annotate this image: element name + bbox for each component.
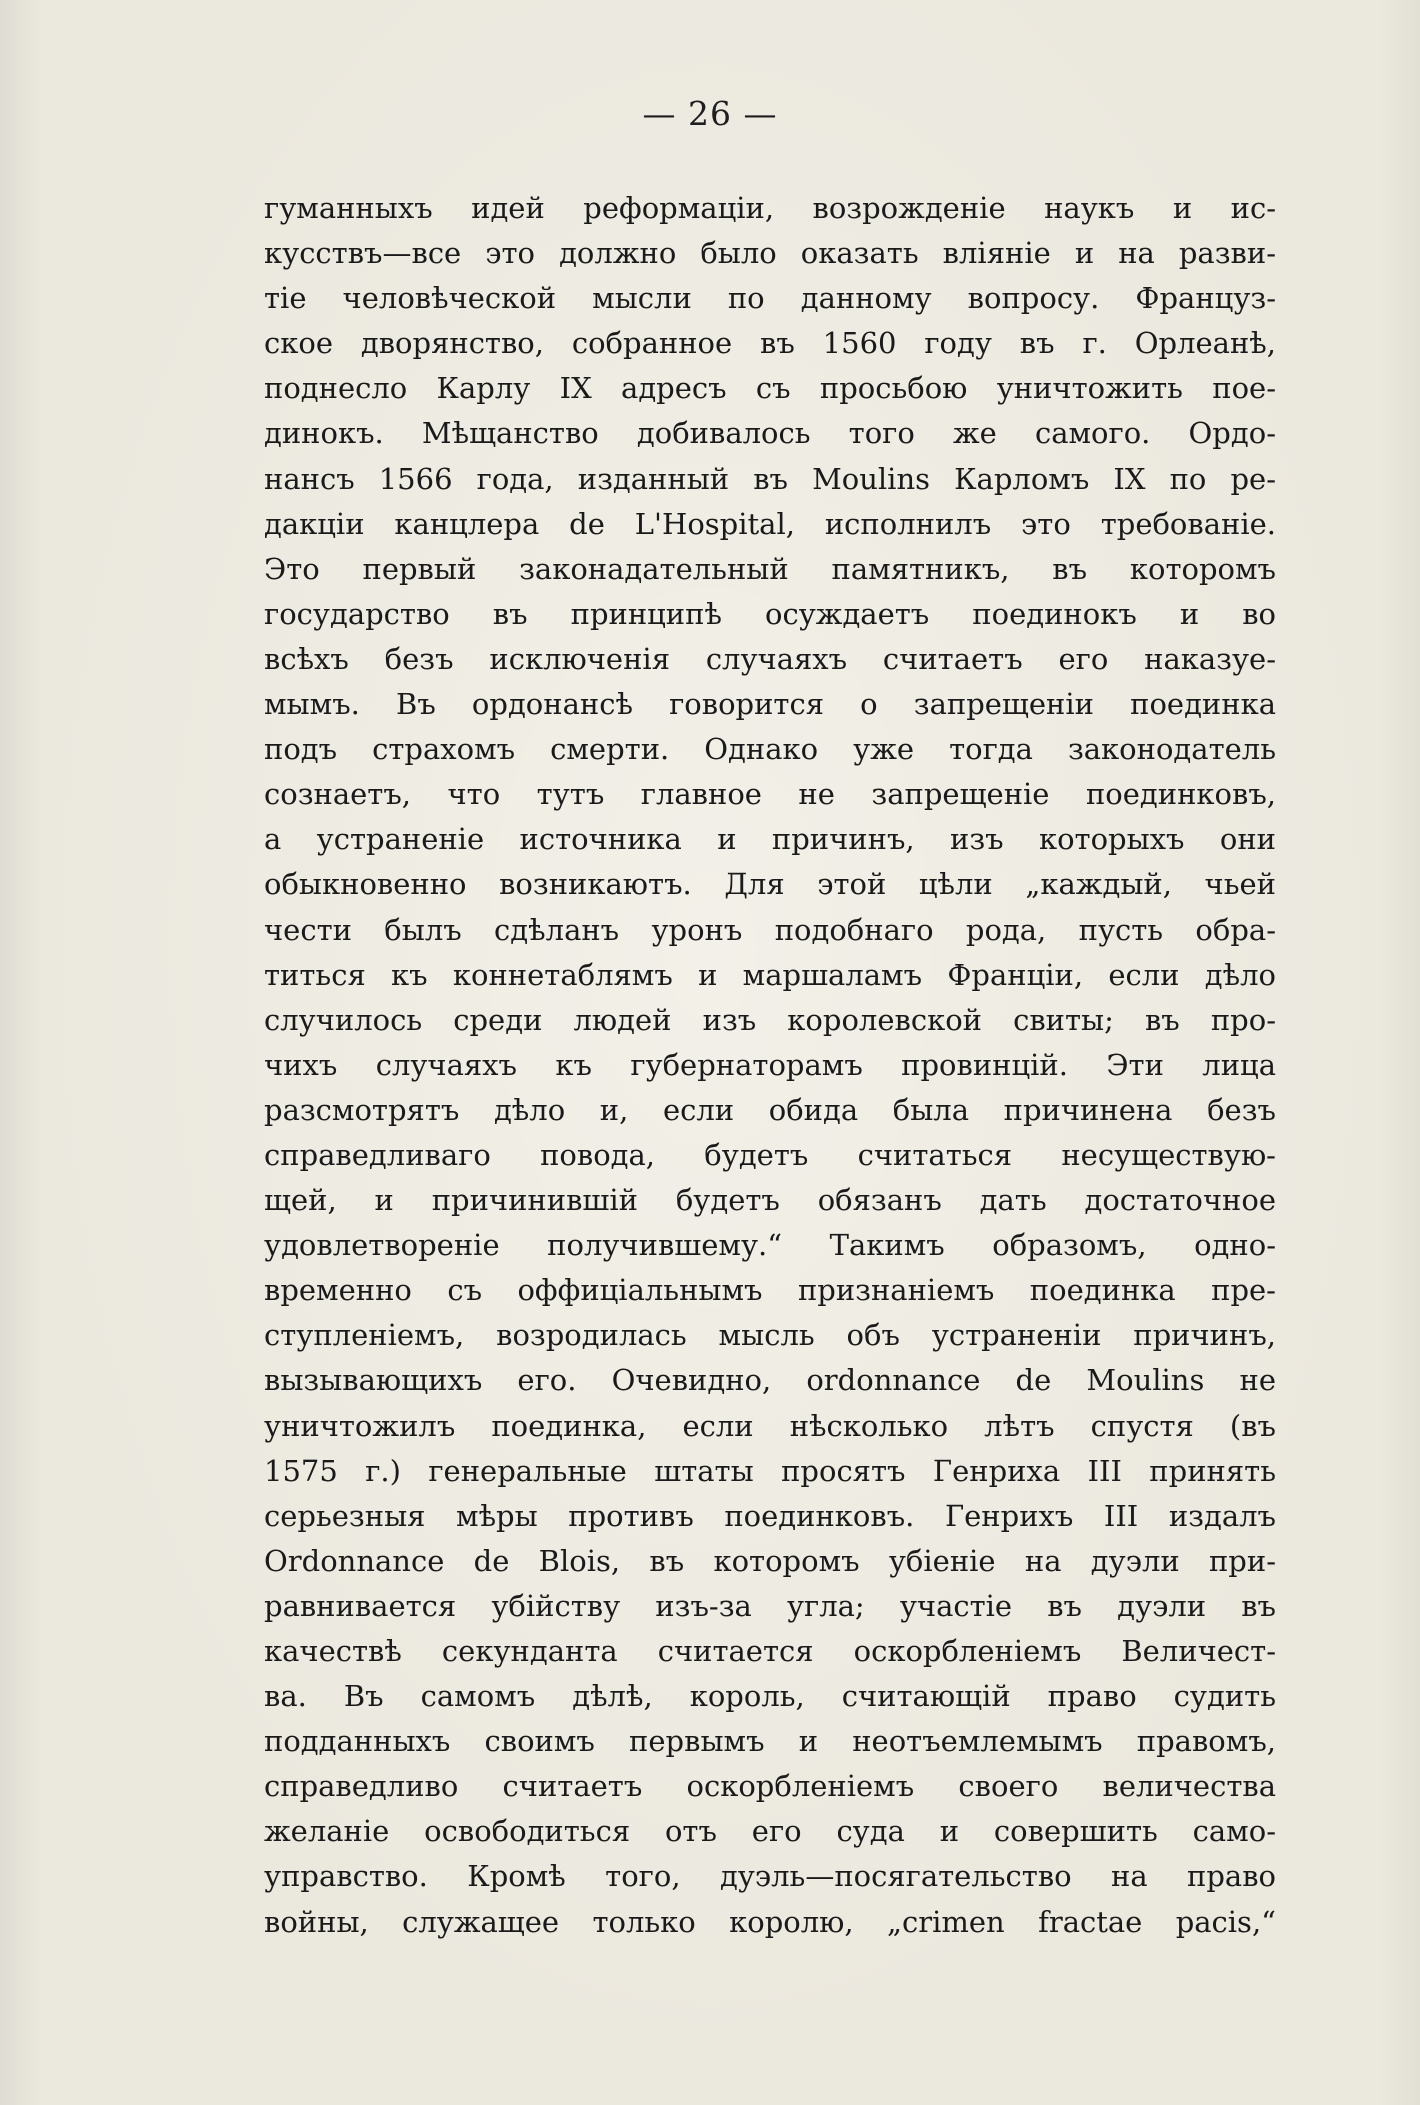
text-line: чести былъ сдѣланъ уронъ подобнаго рода, пусть обра-	[264, 912, 1276, 947]
text-line: 1575 г.) генеральные штаты просятъ Генриха III принять	[264, 1453, 1276, 1488]
text-line: гуманныхъ идей реформаціи, возрожденіе наукъ и ис-	[264, 191, 1276, 225]
text-line: разсмотрятъ дѣло и, если обида была причинена безъ	[264, 1092, 1276, 1127]
text-line: ступленіемъ, возродилась мысль объ устраненіи причинъ,	[264, 1318, 1276, 1353]
text-line: равнивается убійству изъ-за угла; участіе въ дуэли въ	[264, 1588, 1276, 1623]
text-line: поднесло Карлу IX адресъ съ просьбою уничтожить пое-	[264, 371, 1276, 406]
text-line: временно съ оффиціальнымъ признаніемъ поединка пре-	[264, 1273, 1276, 1308]
text-line: уничтожилъ поединка, если нѣсколько лѣтъ спустя (въ	[264, 1408, 1276, 1443]
text-line: чихъ случаяхъ къ губернаторамъ провинцій. Эти лица	[264, 1047, 1276, 1082]
page-number: — 26 —	[642, 94, 778, 133]
text-line: справедливаго повода, будетъ считаться несуществую-	[264, 1137, 1276, 1172]
text-line: кусствъ—все это должно было оказать вліяніе и на разви-	[264, 236, 1276, 271]
text-line: подъ страхомъ смерти. Однако уже тогда законодатель	[264, 732, 1276, 767]
text-line: динокъ. Мѣщанство добивалось того же самого. Ордо-	[264, 416, 1276, 451]
text-line: тіе человѣческой мысли по данному вопросу. Француз-	[264, 281, 1276, 316]
text-line: мымъ. Въ ордонансѣ говорится о запрещеніи поединка	[264, 687, 1276, 722]
text-line: всѣхъ безъ исключенія случаяхъ считаетъ его наказуе-	[264, 641, 1276, 676]
text-line: ва. Въ самомъ дѣлѣ, король, считающій право судить	[264, 1679, 1276, 1714]
text-line: войны, служащее только королю, „crimen fractae pacis,“	[264, 1904, 1276, 1939]
text-line: справедливо считаетъ оскорбленіемъ своего величества	[264, 1769, 1276, 1804]
text-line: дакціи канцлера de L'Hospital, исполнилъ это требованіе.	[264, 506, 1276, 541]
text-line: желаніе освободиться отъ его суда и совершить само-	[264, 1814, 1276, 1849]
text-line: удовлетвореніе получившему.“ Такимъ образомъ, одно-	[264, 1228, 1276, 1263]
text-line: обыкновенно возникаютъ. Для этой цѣли „каждый, чьей	[264, 867, 1276, 902]
text-line: Это первый законадательный памятникъ, въ которомъ	[264, 551, 1276, 586]
text-line: ское дворянство, собранное въ 1560 году въ г. Орлеанѣ,	[264, 326, 1276, 361]
text-line: титься къ коннетаблямъ и маршаламъ Франціи, если дѣло	[264, 957, 1276, 992]
text-line: управство. Кромѣ того, дуэль—посягательство на право	[264, 1859, 1276, 1894]
text-line: государство въ принципѣ осуждаетъ поединокъ и во	[264, 596, 1276, 631]
text-line: вызывающихъ его. Очевидно, ordonnance de Moulins не	[264, 1363, 1276, 1398]
text-line: Ordonnance de Blois, въ которомъ убіеніе на дуэли при-	[264, 1543, 1276, 1578]
body-text	[264, 186, 1276, 1945]
text-line: сознаетъ, что тутъ главное не запрещеніе поединковъ,	[264, 777, 1276, 812]
text-line: качествѣ секунданта считается оскорбленіемъ Величест-	[264, 1634, 1276, 1668]
text-line: нансъ 1566 года, изданный въ Moulins Карломъ IX по ре-	[264, 461, 1276, 496]
text-line: случилось среди людей изъ королевской свиты; въ про-	[264, 1002, 1276, 1037]
text-line: серьезныя мѣры противъ поединковъ. Генрихъ III издалъ	[264, 1498, 1276, 1533]
text-line: подданныхъ своимъ первымъ и неотъемлемымъ правомъ,	[264, 1724, 1276, 1759]
text-line: щей, и причинившій будетъ обязанъ дать достаточное	[264, 1183, 1276, 1218]
text-line: а устраненіе источника и причинъ, изъ которыхъ они	[264, 822, 1276, 857]
